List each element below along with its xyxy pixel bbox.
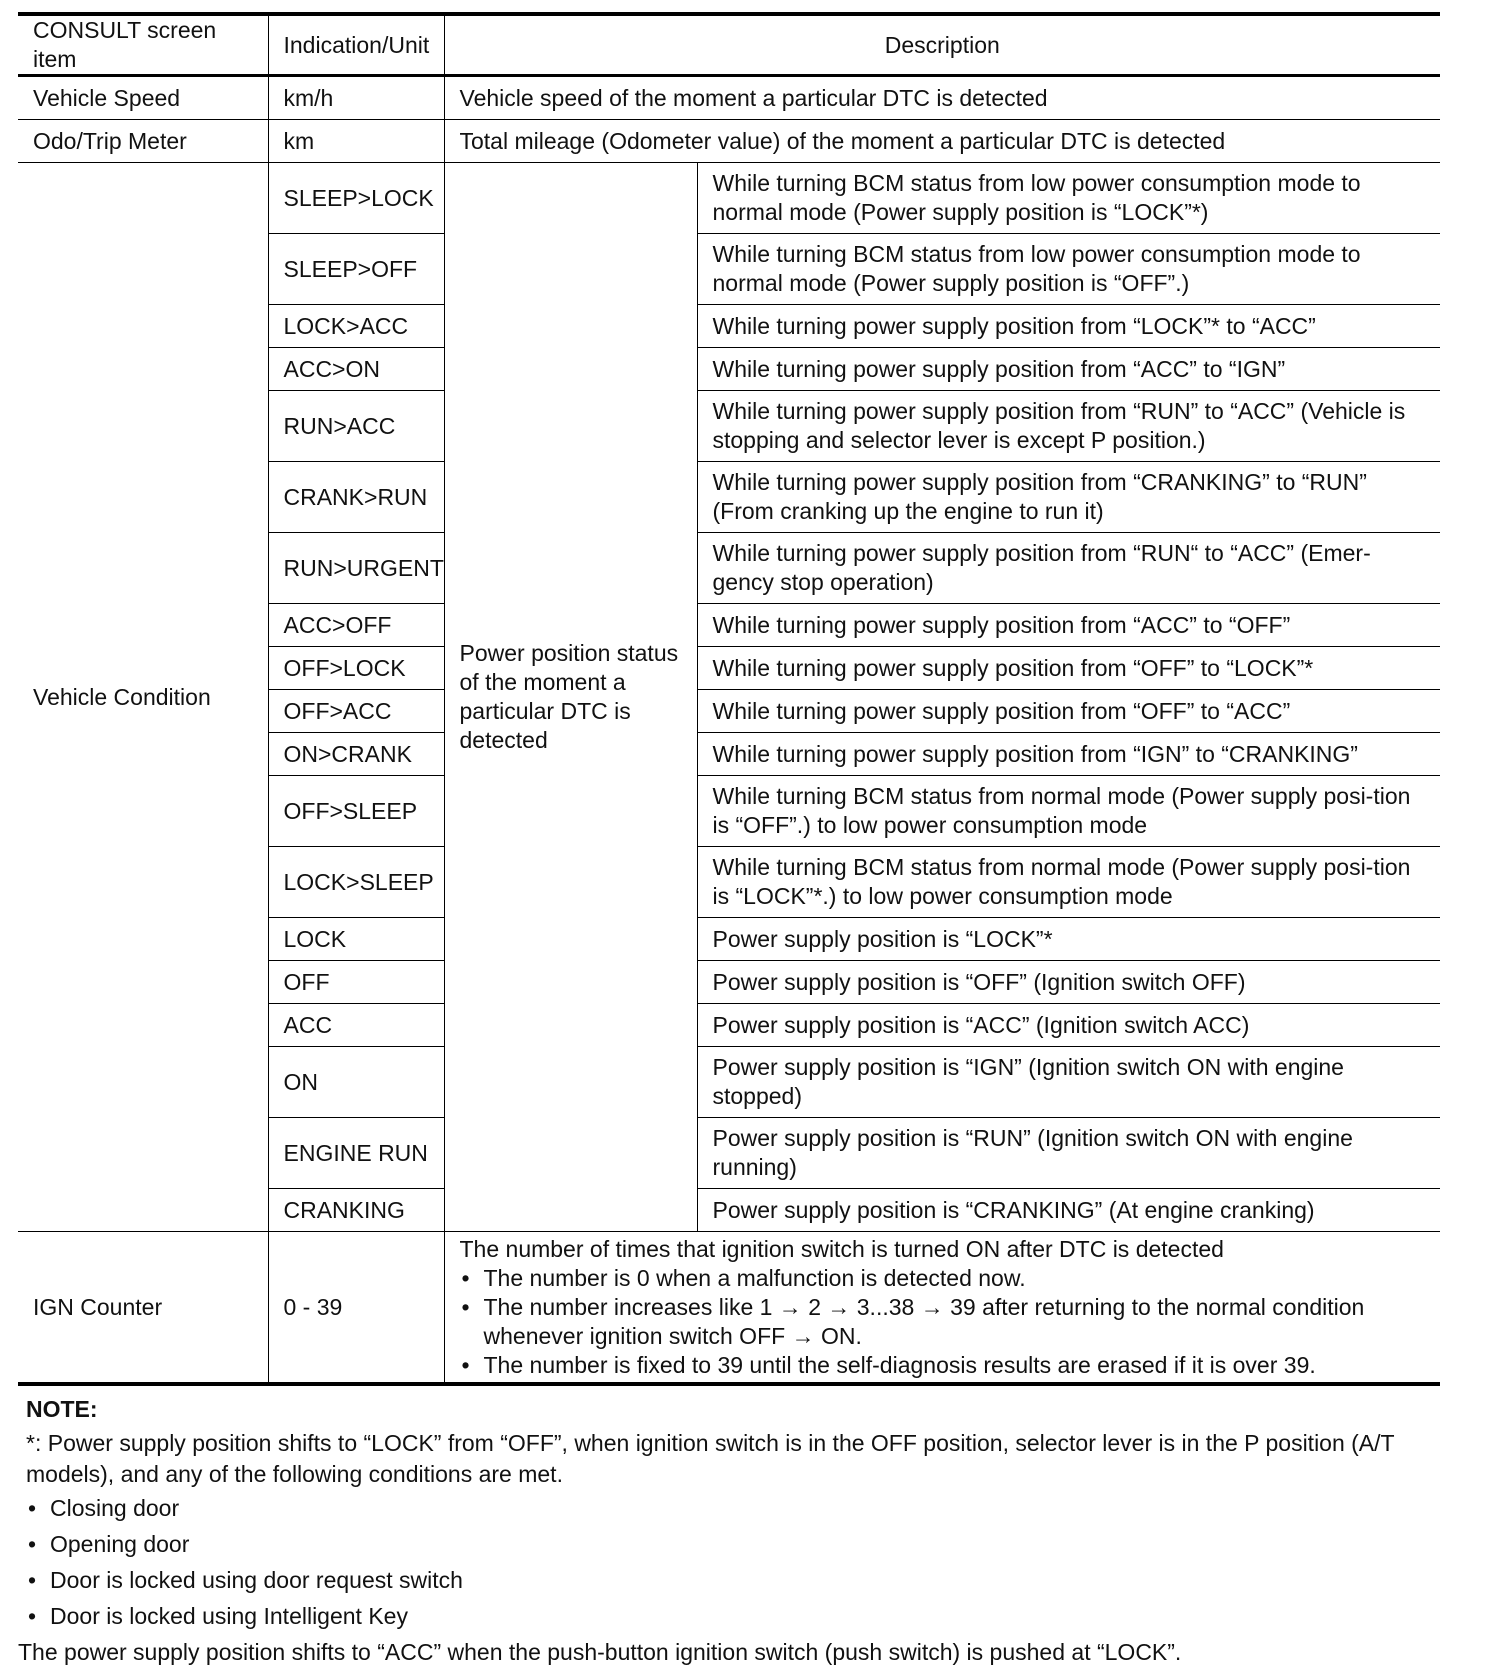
header-item: CONSULT screen item [18,14,268,76]
cell-description: While turning BCM status from normal mode (Power supply posi-tion is “LOCK”*.) to low power consumption mode [697,847,1440,918]
cell-unit: ACC>OFF [268,604,444,647]
cell-description: Power supply position is “CRANKING” (At engine cranking) [697,1189,1440,1232]
ign-bullets [460,1264,1426,1380]
table-row [18,1232,1440,1385]
consult-table [18,12,1440,1386]
cell-description: Power supply position is “LOCK”* [697,918,1440,961]
cell-unit: ON [268,1047,444,1118]
cell-description: Power supply position is “ACC” (Ignition switch ACC) [697,1004,1440,1047]
cell-description: Total mileage (Odometer value) of the moment a particular DTC is detected [444,120,1440,163]
table-row [18,120,1440,163]
cell-description: While turning power supply position from “LOCK”* to “ACC” [697,305,1440,348]
cell-unit: 0 - 39 [268,1232,444,1385]
cell-unit: ENGINE RUN [268,1118,444,1189]
list-item: • Opening door [26,1529,1440,1560]
cell-description: Vehicle speed of the moment a particular DTC is detected [444,76,1440,120]
table-row [18,76,1440,120]
header-description: Description [444,14,1440,76]
cell-unit: LOCK>SLEEP [268,847,444,918]
document-page [18,12,1440,1668]
note-title: NOTE: [26,1396,98,1422]
header-unit: Indication/Unit [268,14,444,76]
cell-description: Power supply position is “RUN” (Ignition switch ON with engine running) [697,1118,1440,1189]
cell-description: While turning power supply position from “CRANKING” to “RUN” (From cranking up the engine to run it) [697,462,1440,533]
cell-description: While turning power supply position from “ACC” to “OFF” [697,604,1440,647]
cell-unit: OFF>SLEEP [268,776,444,847]
note-text: *: Power supply position shifts to “LOCK” from “OFF”, when ignition switch is in the OFF position, selector lever is in the P position (A/T models), and any of the following conditions are met. [26,1430,1395,1487]
cell-description: While turning power supply position from “OFF” to “LOCK”* [697,647,1440,690]
note-footer: The power supply position shifts to “ACC” when the push-button ignition switch (push switch) is pushed at “LOCK”. [18,1639,1182,1665]
cell-description: While turning BCM status from normal mode (Power supply posi-tion is “OFF”.) to low power consumption mode [697,776,1440,847]
list-item: • Closing door [26,1493,1440,1524]
cell-unit: LOCK>ACC [268,305,444,348]
cell-description: While turning BCM status from low power consumption mode to normal mode (Power supply position is “LOCK”*) [697,163,1440,234]
cell-unit: CRANKING [268,1189,444,1232]
cell-item: IGN Counter [18,1232,268,1385]
list-item: • Door is locked using door request switch [26,1565,1440,1596]
cell-description: Power supply position is “OFF” (Ignition switch OFF) [697,961,1440,1004]
cell-description: While turning power supply position from “OFF” to “ACC” [697,690,1440,733]
cell-description: Power supply position is “IGN” (Ignition switch ON with engine stopped) [697,1047,1440,1118]
cell-unit: SLEEP>LOCK [268,163,444,234]
cell-description [444,1232,1440,1385]
cell-item: Vehicle Speed [18,76,268,120]
cell-unit: OFF [268,961,444,1004]
note-section [18,1394,1440,1668]
cell-unit: LOCK [268,918,444,961]
cell-description: While turning power supply position from “RUN” to “ACC” (Vehicle is stopping and selector lever is except P position.) [697,391,1440,462]
list-item: • The number is 0 when a malfunction is detected now. [460,1264,1426,1293]
cell-unit: km [268,120,444,163]
cell-unit: OFF>ACC [268,690,444,733]
cell-unit: CRANK>RUN [268,462,444,533]
list-item: • Door is locked using Intelligent Key [26,1601,1440,1632]
cell-unit: SLEEP>OFF [268,234,444,305]
cell-item: Odo/Trip Meter [18,120,268,163]
note-conditions [26,1493,1440,1632]
list-item: • The number is fixed to 39 until the self-diagnosis results are erased if it is over 39. [460,1351,1426,1380]
cell-item: Vehicle Condition [18,163,268,1232]
cell-description: While turning power supply position from “RUN“ to “ACC” (Emer-gency stop operation) [697,533,1440,604]
cell-condition-summary: Power position status of the moment a particular DTC is detected [444,163,697,1232]
cell-unit: km/h [268,76,444,120]
table-row [18,163,1440,234]
cell-unit: RUN>URGENT [268,533,444,604]
cell-unit: ON>CRANK [268,733,444,776]
cell-unit: RUN>ACC [268,391,444,462]
cell-description: While turning power supply position from “IGN” to “CRANKING” [697,733,1440,776]
cell-unit: OFF>LOCK [268,647,444,690]
cell-unit: ACC [268,1004,444,1047]
cell-description: While turning power supply position from “ACC” to “IGN” [697,348,1440,391]
ign-intro: The number of times that ignition switch is turned ON after DTC is detected [459,1235,1224,1262]
cell-description: While turning BCM status from low power consumption mode to normal mode (Power supply position is “OFF”.) [697,234,1440,305]
cell-unit: ACC>ON [268,348,444,391]
table-header-row [18,14,1440,76]
list-item: • The number increases like 1 → 2 → 3...38 → 39 after returning to the normal condition whenever ignition switch OFF → ON. [460,1293,1426,1351]
